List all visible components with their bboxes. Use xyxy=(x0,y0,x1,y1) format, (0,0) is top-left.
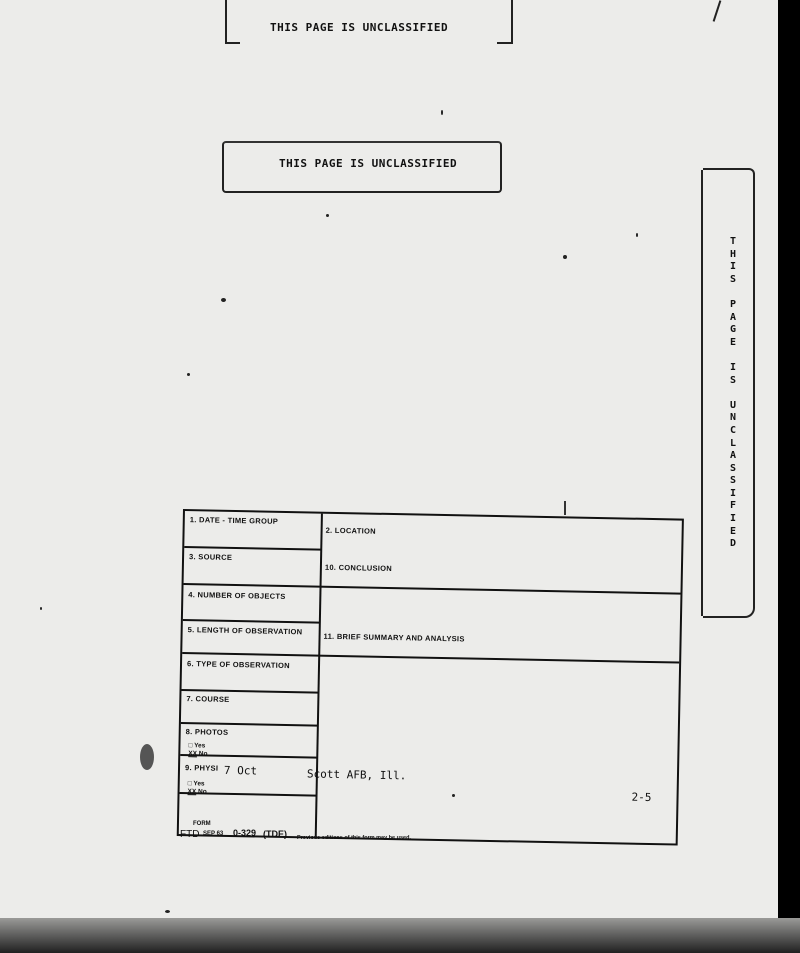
type-of-observation-label: 6. TYPE OF OBSERVATION xyxy=(186,659,290,671)
form-date: SEP 63 xyxy=(203,831,224,837)
top-stamp-right-foot xyxy=(497,42,512,44)
top-stamp-left-foot xyxy=(226,42,240,44)
scan-speck xyxy=(563,255,567,259)
length-of-observation-label: 5. LENGTH OF OBSERVATION xyxy=(187,625,303,637)
scan-smudge xyxy=(140,744,154,770)
scan-speck xyxy=(636,233,638,237)
photos-no-mark: XX xyxy=(188,750,198,758)
form-number: 0-329 xyxy=(233,828,257,838)
physical-yes-label: Yes xyxy=(193,780,205,788)
row-divider xyxy=(183,619,320,623)
scan-speck xyxy=(326,214,329,217)
report-form xyxy=(177,509,684,846)
scan-speck xyxy=(40,607,42,610)
top-unclassified-stamp: THIS PAGE IS UNCLASSIFIED xyxy=(270,21,449,34)
form-code: FTD xyxy=(180,829,200,840)
conclusion-label: 10. CONCLUSION xyxy=(324,562,393,574)
date-time-group-label: 1. DATE - TIME GROUP xyxy=(189,515,279,526)
scan-speck xyxy=(441,110,443,115)
form-suffix: (TDE) xyxy=(263,829,287,839)
source-label: 3. SOURCE xyxy=(189,552,233,562)
brief-summary-label: 11. BRIEF SUMMARY AND ANALYSIS xyxy=(323,631,465,644)
column-divider xyxy=(315,514,323,837)
physical-checkboxes xyxy=(187,780,206,796)
row-divider xyxy=(184,546,321,550)
photos-label: 8. PHOTOS xyxy=(185,727,229,737)
photos-no-label: No xyxy=(198,750,208,758)
location-label: 2. LOCATION xyxy=(325,525,376,536)
course-label: 7. COURSE xyxy=(186,694,230,704)
scan-speck xyxy=(165,910,170,913)
scan-speck xyxy=(452,794,455,797)
number-of-objects-label: 4. NUMBER OF OBJECTS xyxy=(188,590,286,601)
top-stamp-left-bracket xyxy=(225,0,227,44)
scan-bottom-edge xyxy=(0,918,800,953)
page-reference: 2-5 xyxy=(631,790,652,805)
photos-yes-box: □ xyxy=(188,742,193,750)
physical-no-label: No xyxy=(197,788,207,796)
top-stamp-right-bracket xyxy=(511,0,513,44)
scan-speck xyxy=(187,373,190,376)
photos-checkboxes xyxy=(188,742,207,758)
physical-yes-box: □ xyxy=(187,780,192,788)
typed-location: Scott AFB, Ill. xyxy=(306,767,407,783)
physical-no-mark: XX xyxy=(187,788,197,796)
photos-yes-label: Yes xyxy=(194,742,206,750)
form-caption: FORM xyxy=(193,821,211,827)
side-unclassified-stamp: T H I S P A G E I S U N C L A S S I F I E D xyxy=(729,236,737,550)
physical-evidence-label: 9. PHYSI xyxy=(184,763,219,773)
scan-speck xyxy=(221,298,226,302)
row-divider xyxy=(181,722,318,726)
scan-scratch xyxy=(564,501,566,515)
boxed-unclassified-stamp: THIS PAGE IS UNCLASSIFIED xyxy=(279,157,458,170)
typed-date: 7 Oct xyxy=(223,763,258,778)
row-divider xyxy=(182,689,319,693)
form-edition-note: Previous editions of this form may be used. xyxy=(297,835,411,841)
